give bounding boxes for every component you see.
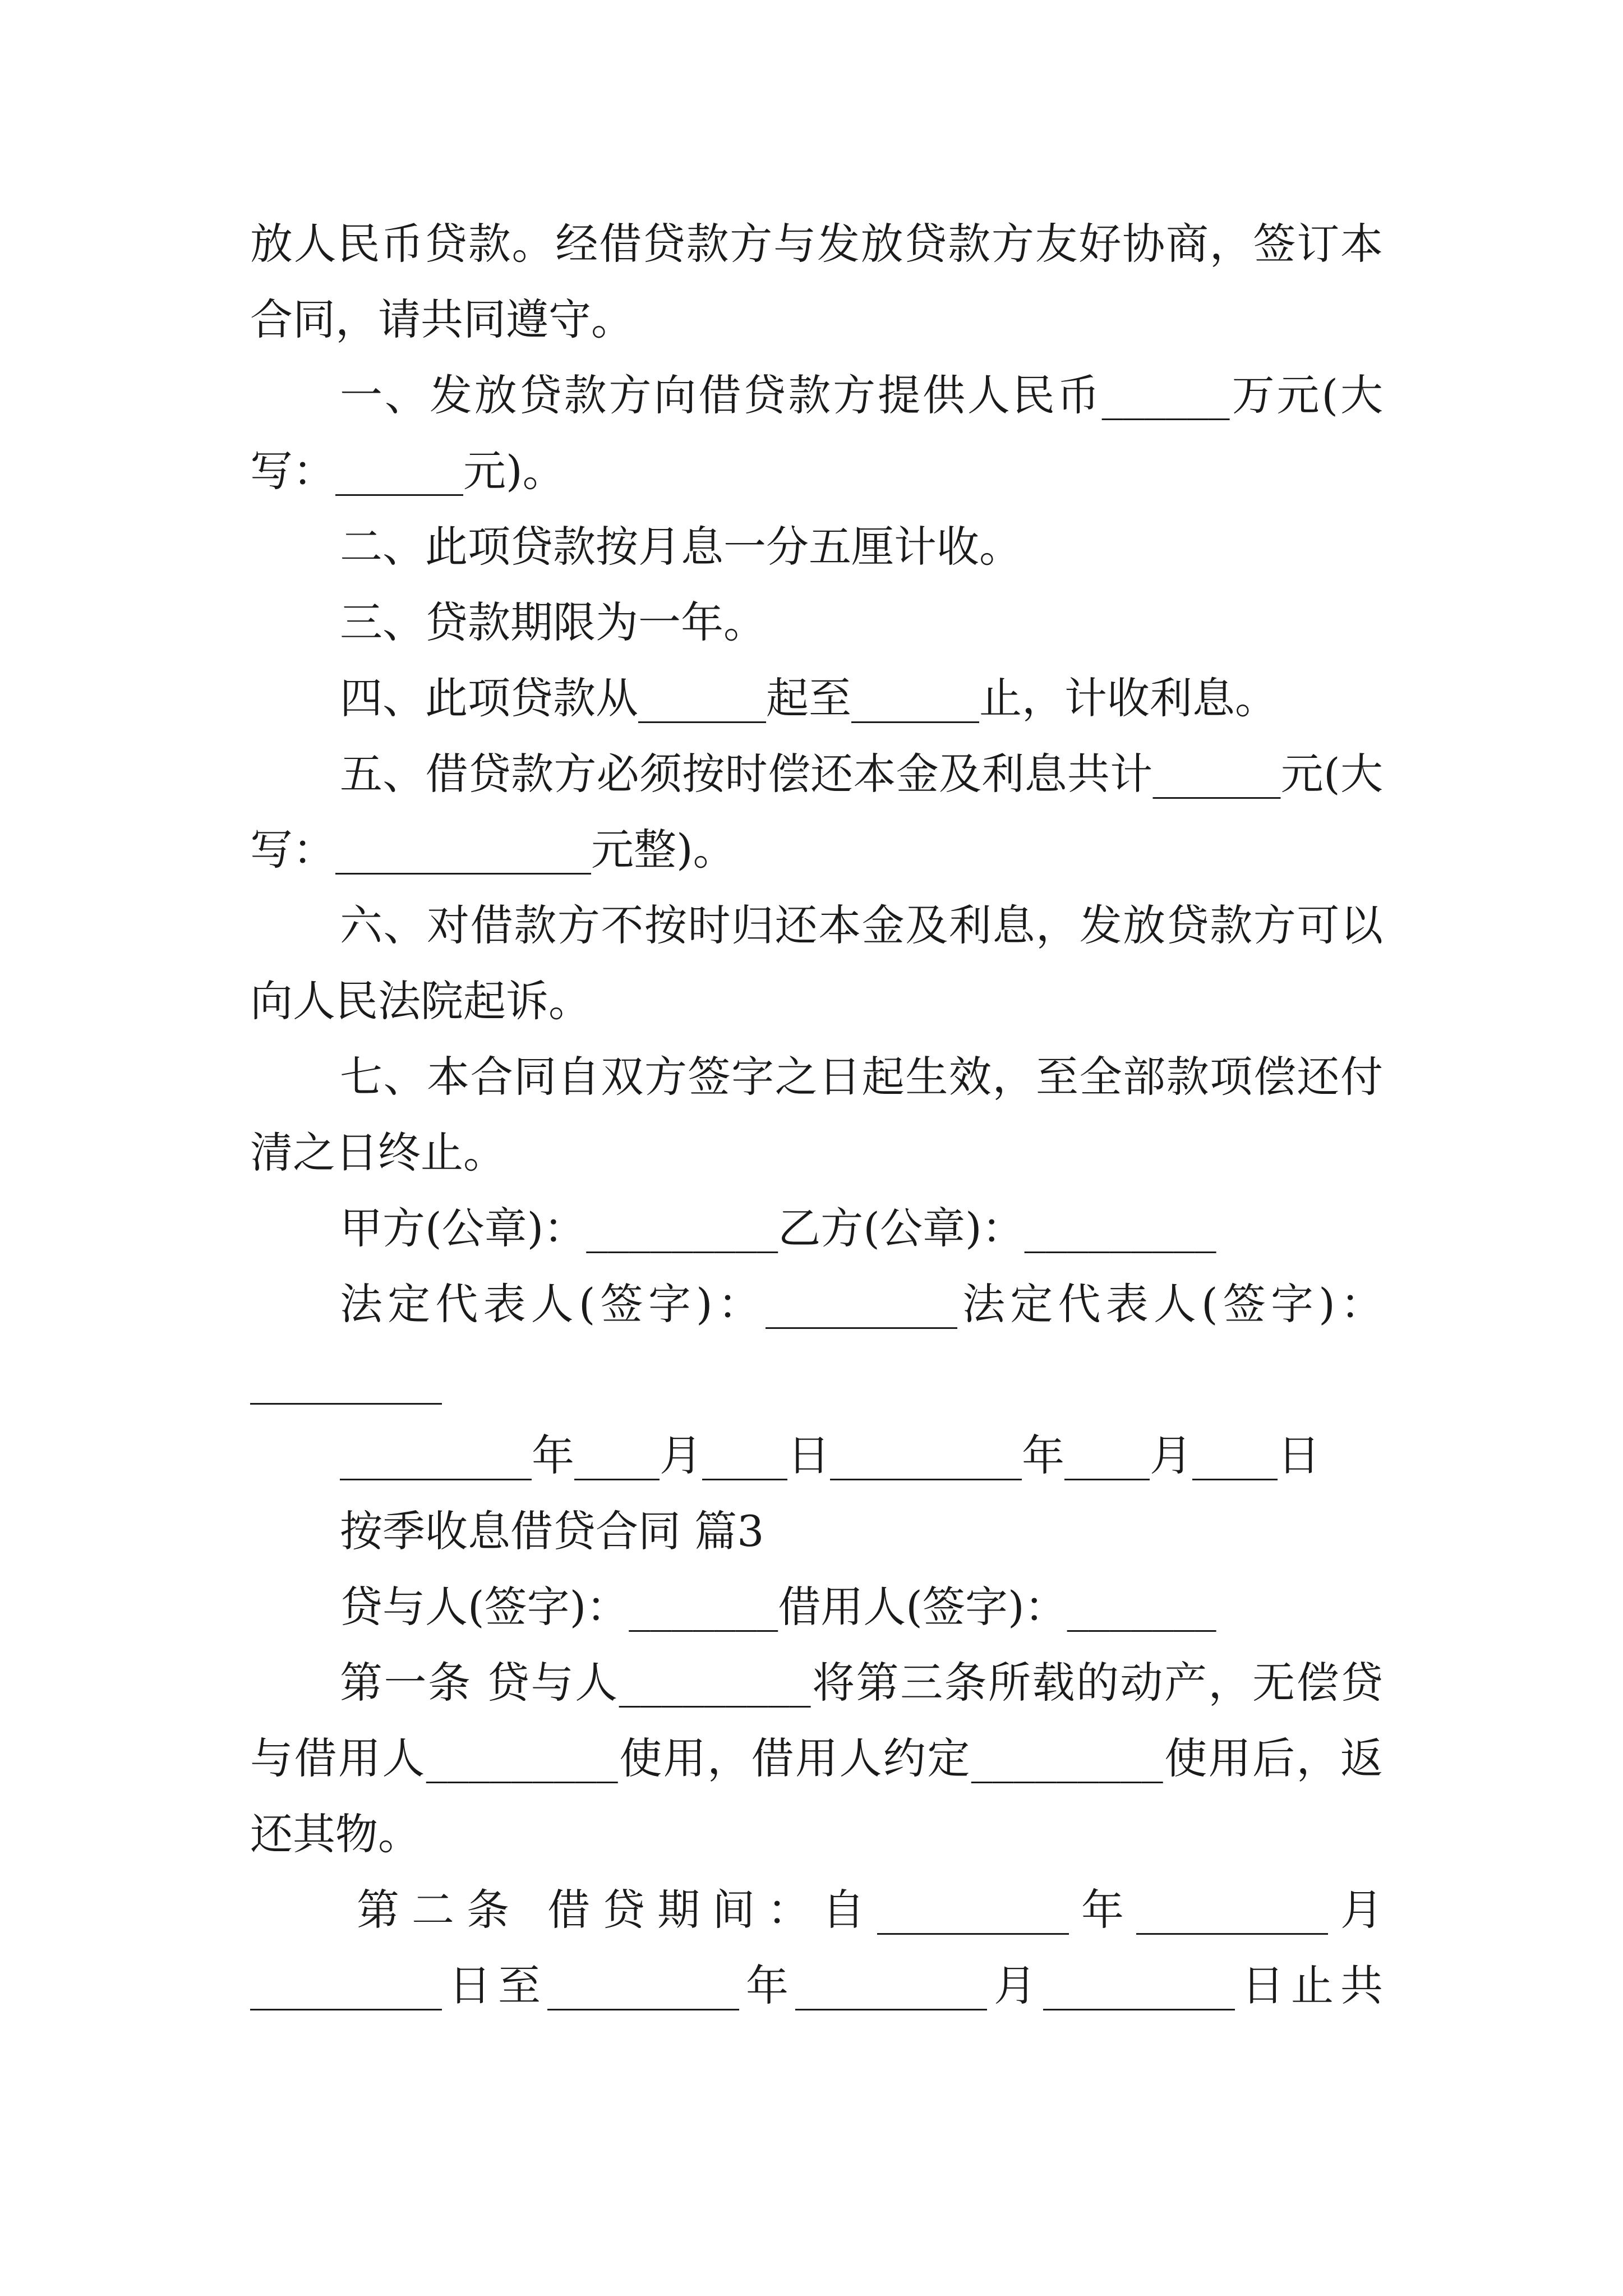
text-line: 合同，请共同遵守。 [250, 295, 634, 344]
signature-blank-line: _________ [250, 1355, 442, 1405]
clause-2-line: 二、此项贷款按月息一分五厘计收。 [340, 522, 1022, 572]
section-title: 按季收息借贷合同 篇3 [340, 1506, 764, 1556]
clause-5-line: 五、借贷款方必须按时偿还本金及利息共计______元(大 [340, 749, 1383, 799]
text-line: 写：____________元整)。 [250, 825, 736, 875]
clause-6-line: 六、对借款方不按时归还本金及利息，发放贷款方可以 [340, 900, 1383, 950]
clause-7-line: 七、本合同自双方签字之日起生效，至全部款项偿还付 [340, 1052, 1383, 1102]
text-line: 放人民币贷款。经借贷款方与发放贷款方友好协商，签订本 [250, 219, 1383, 269]
text-line: 还其物。 [250, 1809, 421, 1859]
party-seal-line: 甲方(公章)：_________乙方(公章)：_________ [340, 1203, 1216, 1253]
clause-4-line: 四、此项贷款从______起至______止，计收利息。 [340, 673, 1278, 723]
text-line: _________日至_________年_________月_________日止共 [250, 1961, 1383, 2010]
text-line: 清之日终止。 [250, 1128, 506, 1177]
article-2-line: 第二条 借贷期间：自_________年_________月 [357, 1885, 1383, 1935]
date-line: _________年____月____日_________年____月____日 [340, 1430, 1320, 1480]
text-line: 写：______元)。 [250, 446, 565, 496]
clause-3-line: 三、贷款期限为一年。 [340, 597, 766, 647]
article-1-line: 第一条 贷与人_________将第三条所载的动产，无偿贷 [340, 1658, 1383, 1708]
text-line: 向人民法院起诉。 [250, 976, 591, 1026]
clause-1-line: 一、发放贷款方向借贷款方提供人民币______万元(大 [340, 370, 1383, 420]
text-line: 与借用人_________使用，借用人约定_________使用后，返 [250, 1733, 1383, 1783]
lender-borrower-signature-line: 贷与人(签字)：_______借用人(签字)：_______ [340, 1582, 1216, 1632]
representative-signature-line: 法定代表人(签字)：_________法定代表人(签字)： [340, 1279, 1383, 1329]
